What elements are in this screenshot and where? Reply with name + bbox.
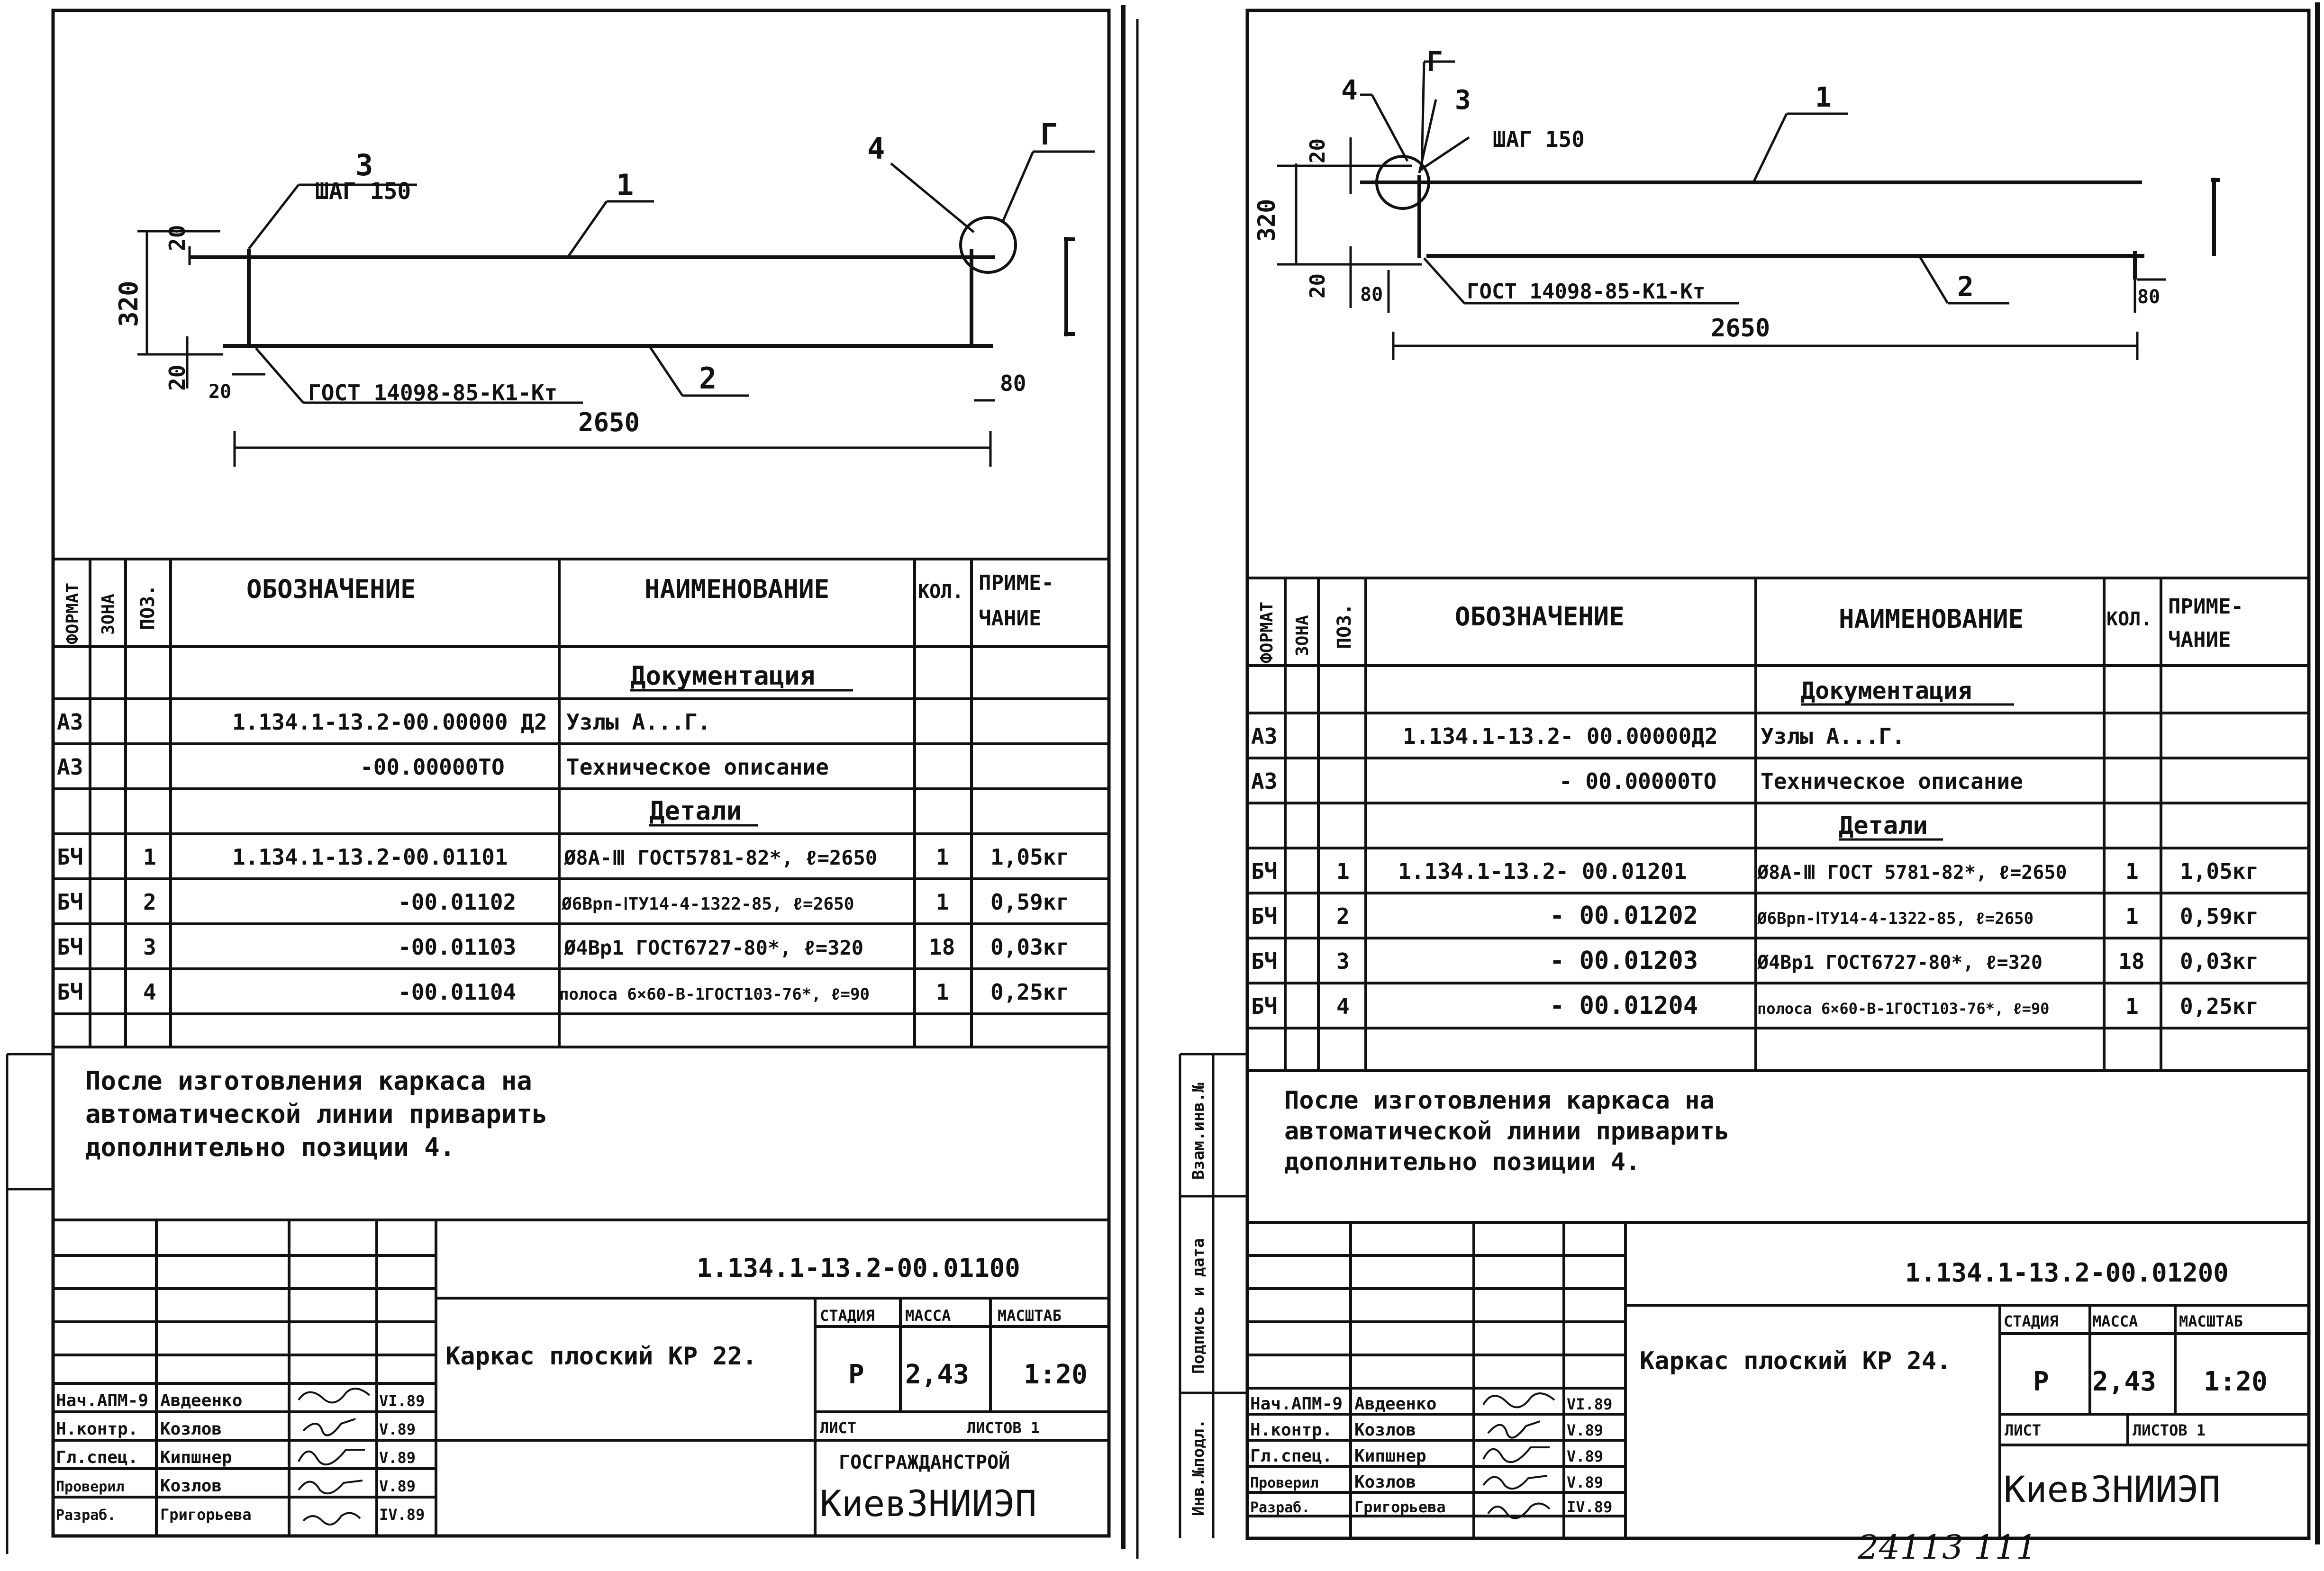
scale-value: 1:20 — [2204, 1366, 2268, 1397]
row4-name: Ø8А-Ⅲ ГОСТ5781-82*, ℓ=2650 — [564, 846, 878, 869]
note-line-3: дополнительно позиции 4. — [1284, 1148, 1641, 1176]
col-zone: ЗОНА — [99, 594, 118, 635]
row5-qty: 1 — [936, 889, 949, 915]
dim-left: 80 — [1360, 284, 1383, 306]
staff-role: Нач.АПМ-9 — [56, 1391, 149, 1410]
row7-designation: -00.01104 — [398, 979, 517, 1005]
row2-name: Техническое описание — [1761, 768, 2023, 794]
staff-date: VI.89 — [1567, 1395, 1613, 1413]
row5-pos: 2 — [1336, 903, 1350, 929]
staff-name: Авдеенко — [1354, 1394, 1437, 1414]
staff-role: Проверил — [56, 1479, 125, 1495]
margin-label-replace: Взам.инв.№ — [1189, 1083, 1208, 1180]
row7-qty: 1 — [2125, 993, 2139, 1019]
row1-format: А3 — [1251, 723, 1278, 749]
row4-format: БЧ — [57, 844, 83, 870]
archive-number: 24113 111 — [1858, 1528, 2037, 1567]
row4-qty: 1 — [936, 844, 949, 870]
row5-name: Ø6Врп-ⅠТУ14-4-1322-85, ℓ=2650 — [562, 894, 854, 914]
stage-value: Р — [848, 1359, 864, 1390]
row1-name: Узлы А...Г. — [566, 709, 711, 735]
row6-pos: 3 — [1336, 948, 1350, 974]
step-label: ШАГ 150 — [1493, 126, 1585, 152]
row6-format: БЧ — [57, 934, 83, 960]
col-name: НАИМЕНОВАНИЕ — [1839, 604, 2024, 634]
staff-name: Козлов — [160, 1419, 222, 1439]
row6-pos: 3 — [143, 934, 156, 960]
doc-code: 1.134.1-13.2-00.01100 — [697, 1253, 1020, 1283]
sheet-label: ЛИСТ — [2005, 1421, 2042, 1439]
row7-name: полоса 6×60-В-1ГОСТ103-76*, ℓ=90 — [559, 985, 870, 1004]
signature-icon — [1483, 1393, 1554, 1518]
col-format: ФОРМАТ — [63, 582, 82, 644]
sheet-label: ЛИСТ — [820, 1419, 857, 1437]
scale-value: 1:20 — [1024, 1359, 1088, 1390]
col-zone: ЗОНА — [1293, 615, 1312, 656]
col-qty: КОЛ. — [2106, 608, 2152, 630]
row7-designation: - 00.01204 — [1550, 992, 1698, 1020]
dim-bottom: 20 — [164, 364, 190, 391]
row4-format: БЧ — [1251, 858, 1278, 884]
label-pos3: 3 — [1455, 85, 1471, 116]
staff-name: Кипшнер — [1354, 1446, 1426, 1466]
signature-icon — [299, 1389, 370, 1525]
gost-label: ГОСТ 14098-85-К1-Кт — [308, 380, 558, 406]
staff-name: Козлов — [1354, 1472, 1416, 1492]
stage-value: Р — [2033, 1366, 2049, 1397]
mass-value: 2,43 — [2092, 1366, 2156, 1397]
staff-name: Григорьева — [1354, 1498, 1446, 1516]
drawing-sheet-right — [1161, 0, 2324, 1571]
staff-name: Козлов — [160, 1476, 222, 1496]
note-line-1: После изготовления каркаса на — [85, 1066, 532, 1096]
dim-length: 2650 — [1711, 314, 1770, 343]
col-note-2: ЧАНИЕ — [2168, 628, 2231, 652]
staff-name: Авдеенко — [160, 1391, 243, 1410]
row4-pos: 1 — [1336, 858, 1350, 884]
spec-table-left — [53, 559, 1109, 1047]
note-line-3: дополнительно позиции 4. — [85, 1132, 455, 1162]
row6-name: Ø4Вр1 ГОСТ6727-80*, ℓ=320 — [564, 936, 864, 959]
row6-note: 0,03кг — [990, 934, 1070, 960]
scale-label: МАСШТАБ — [2179, 1312, 2243, 1330]
staff-date: V.89 — [379, 1420, 416, 1438]
row7-note: 0,25кг — [990, 979, 1070, 1005]
staff-role: Проверил — [1250, 1475, 1319, 1491]
row1-format: А3 — [57, 709, 83, 735]
staff-date: V.89 — [379, 1449, 416, 1467]
dim-bottom: 20 — [1306, 273, 1330, 298]
label-node-g: Г — [1040, 117, 1058, 152]
label-pos2: 2 — [1957, 271, 1974, 303]
dim-right: 80 — [1000, 370, 1026, 396]
label-pos1: 1 — [1815, 81, 1832, 113]
label-pos4: 4 — [1341, 74, 1358, 106]
section-documentation: Документация — [630, 661, 816, 691]
staff-date: VI.89 — [379, 1392, 425, 1410]
row5-name: Ø6Врп-ⅠТУ14-4-1322-85, ℓ=2650 — [1757, 909, 2034, 928]
row4-designation: 1.134.1-13.2-00.01101 — [232, 844, 508, 870]
row6-note: 0,03кг — [2180, 948, 2259, 974]
row1-designation: 1.134.1-13.2- 00.00000Д2 — [1403, 723, 1718, 749]
dim-top: 20 — [1306, 138, 1330, 163]
col-pos: ПОЗ. — [137, 584, 159, 630]
row6-designation: - 00.01203 — [1550, 947, 1698, 975]
row5-note: 0,59кг — [990, 889, 1070, 915]
doc-title: Каркас плоский КР 22. — [445, 1342, 757, 1371]
staff-name: Козлов — [1354, 1420, 1416, 1440]
margin-label-signature: Подпись и дата — [1189, 1238, 1208, 1374]
row6-name: Ø4Вр1 ГОСТ6727-80*, ℓ=320 — [1757, 952, 2043, 974]
col-designation: ОБОЗНАЧЕНИЕ — [246, 574, 416, 604]
dim-height: 320 — [1253, 199, 1280, 242]
col-note-1: ПРИМЕ- — [2168, 595, 2243, 619]
row2-format: А3 — [1251, 768, 1278, 794]
stage-label: СТАДИЯ — [2004, 1312, 2059, 1330]
spec-table-right — [1247, 578, 2309, 1071]
dim-top: 20 — [164, 225, 190, 251]
org-logo: КиевЗНИИЭП — [2004, 1468, 2221, 1510]
row5-pos: 2 — [143, 889, 156, 915]
note-line-2: автоматической линии приварить — [85, 1099, 548, 1129]
col-note-2: ЧАНИЕ — [979, 606, 1042, 631]
staff-date: V.89 — [1567, 1473, 1604, 1491]
row5-format: БЧ — [1251, 903, 1278, 929]
gost-label: ГОСТ 14098-85-К1-Кт — [1467, 280, 1706, 304]
note-line-2: автоматической линии приварить — [1284, 1117, 1730, 1146]
section-documentation: Документация — [1801, 677, 1972, 704]
row5-note: 0,59кг — [2180, 903, 2259, 929]
sheets-count: ЛИСТОВ 1 — [2133, 1421, 2206, 1439]
mass-label: МАССА — [2092, 1312, 2138, 1330]
dim-left: 20 — [209, 381, 232, 403]
margin-label-inventory: Инв.№подл. — [1189, 1419, 1208, 1516]
staff-date: V.89 — [1567, 1447, 1604, 1465]
col-name: НАИМЕНОВАНИЕ — [645, 574, 830, 604]
row6-qty: 18 — [929, 934, 955, 960]
row2-format: А3 — [57, 754, 83, 780]
label-pos1: 1 — [616, 168, 634, 202]
row4-name: Ø8А-Ⅲ ГОСТ 5781-82*, ℓ=2650 — [1757, 862, 2067, 884]
org-logo: КиевЗНИИЭП — [820, 1482, 1037, 1525]
note-line-1: После изготовления каркаса на — [1284, 1086, 1715, 1115]
mass-label: МАССА — [905, 1307, 951, 1325]
doc-code: 1.134.1-13.2-00.01200 — [1905, 1258, 2229, 1288]
row1-designation: 1.134.1-13.2-00.00000 Д2 — [232, 709, 547, 735]
row4-designation: 1.134.1-13.2- 00.01201 — [1398, 858, 1687, 884]
row7-name: полоса 6×60-В-1ГОСТ103-76*, ℓ=90 — [1757, 1000, 2050, 1018]
label-pos3: 3 — [355, 148, 373, 182]
staff-role: Разраб. — [56, 1507, 116, 1524]
staff-role: Гл.спец. — [1250, 1446, 1333, 1466]
section-details: Детали — [1839, 812, 1928, 840]
col-designation: ОБОЗНАЧЕНИЕ — [1455, 602, 1625, 632]
col-qty: КОЛ. — [918, 581, 964, 603]
staff-role: Н.контр. — [56, 1419, 138, 1439]
row5-format: БЧ — [57, 889, 83, 915]
row6-designation: -00.01103 — [398, 934, 517, 960]
dim-height: 320 — [114, 280, 144, 327]
col-note-1: ПРИМЕ- — [979, 571, 1054, 595]
label-pos4: 4 — [867, 131, 885, 166]
mass-value: 2,43 — [905, 1359, 969, 1390]
row4-qty: 1 — [2125, 858, 2139, 884]
row2-designation: - 00.00000ТО — [1559, 768, 1717, 794]
row7-note: 0,25кг — [2180, 993, 2259, 1019]
drawing-sheet-left — [0, 0, 1147, 1571]
row7-pos: 4 — [1336, 993, 1350, 1019]
row5-designation: -00.01102 — [398, 889, 517, 915]
col-pos: ПОЗ. — [1334, 603, 1355, 649]
staff-name: Григорьева — [160, 1506, 252, 1524]
row2-name: Техническое описание — [566, 754, 829, 780]
staff-role: Разраб. — [1250, 1499, 1310, 1516]
label-node-g: Г — [1426, 45, 1443, 78]
row7-format: БЧ — [57, 979, 83, 1005]
scale-label: МАСШТАБ — [998, 1307, 1062, 1325]
row1-name: Узлы А...Г. — [1761, 723, 1905, 749]
col-format: ФОРМАТ — [1257, 601, 1277, 663]
row2-designation: -00.00000ТО — [360, 754, 505, 780]
row7-qty: 1 — [936, 979, 949, 1005]
staff-date: IV.89 — [1567, 1498, 1613, 1516]
row7-pos: 4 — [143, 979, 156, 1005]
row4-pos: 1 — [143, 844, 156, 870]
row7-format: БЧ — [1251, 993, 1278, 1019]
dim-length: 2650 — [578, 407, 640, 437]
staff-role: Н.контр. — [1250, 1420, 1333, 1440]
label-pos2: 2 — [699, 361, 717, 396]
row4-note: 1,05кг — [2180, 858, 2259, 884]
row5-qty: 1 — [2125, 903, 2139, 929]
row5-designation: - 00.01202 — [1550, 902, 1698, 930]
row4-note: 1,05кг — [990, 844, 1070, 870]
sheets-count: ЛИСТОВ 1 — [967, 1419, 1040, 1437]
section-details: Детали — [649, 796, 742, 826]
staff-role: Нач.АПМ-9 — [1250, 1394, 1343, 1414]
dim-right: 80 — [2137, 286, 2161, 308]
row6-qty: 18 — [2118, 948, 2145, 974]
stage-label: СТАДИЯ — [820, 1307, 875, 1325]
staff-name: Кипшнер — [160, 1448, 232, 1467]
staff-date: V.89 — [379, 1477, 416, 1495]
doc-title: Каркас плоский КР 24. — [1640, 1347, 1952, 1375]
step-label: ШАГ 150 — [315, 178, 411, 205]
staff-date: IV.89 — [379, 1506, 425, 1524]
org-name: ГОСГРАЖДАНСТРОЙ — [839, 1452, 1010, 1473]
staff-role: Гл.спец. — [56, 1448, 138, 1467]
staff-date: V.89 — [1567, 1421, 1604, 1439]
row6-format: БЧ — [1251, 948, 1278, 974]
